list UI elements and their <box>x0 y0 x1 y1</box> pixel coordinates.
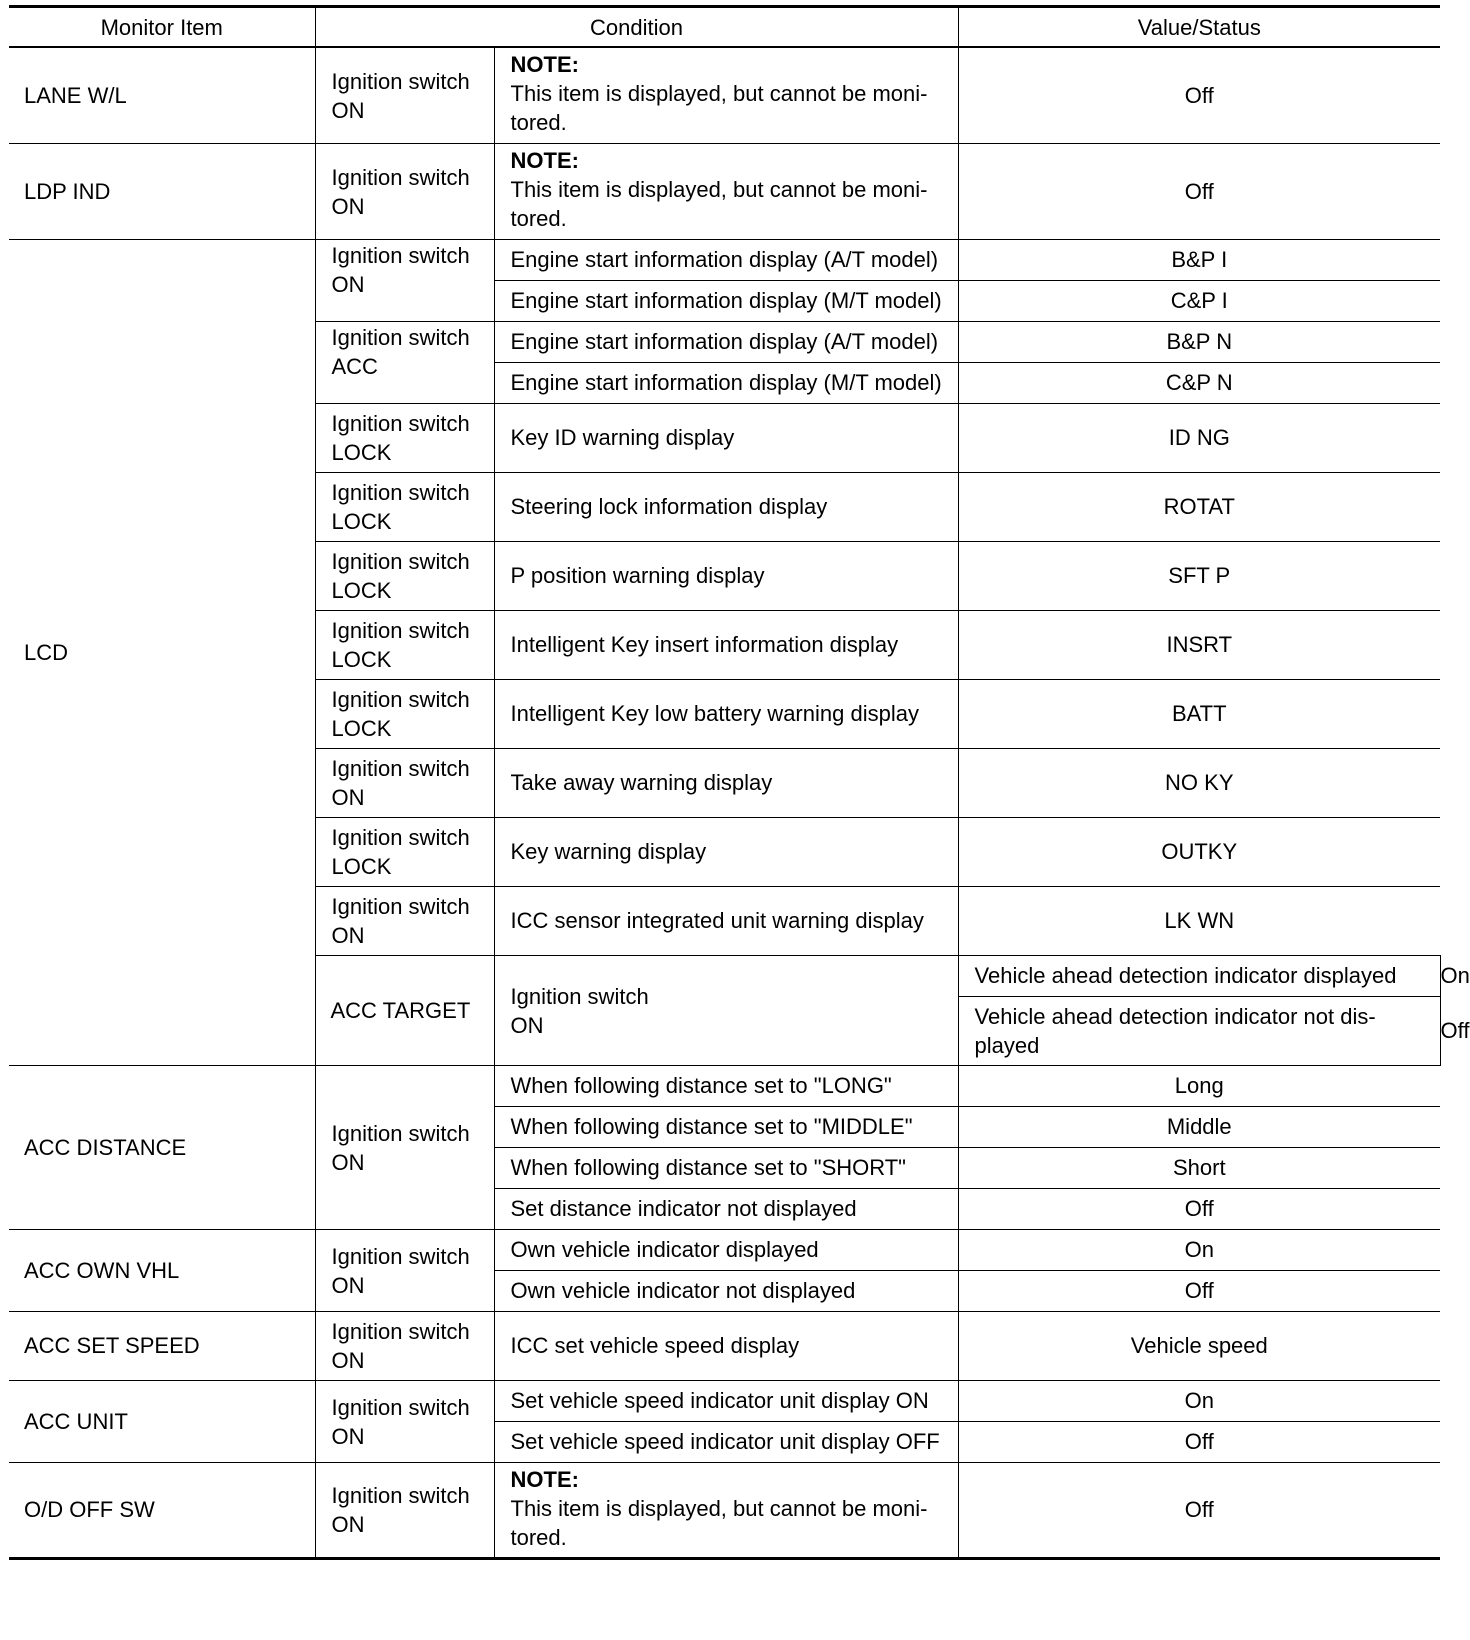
value-cell: Vehicle speed <box>958 1311 1440 1380</box>
ignition-switch-cell: Ignition switch ON <box>315 748 494 817</box>
note-title: NOTE: <box>510 52 579 77</box>
value-cell: Middle <box>958 1106 1440 1147</box>
condition-cell: Engine start information display (M/T model) <box>494 280 958 321</box>
monitor-item-cell: LDP IND <box>9 143 315 239</box>
note-cell: NOTE: This item is displayed, but cannot be moni- tored. <box>494 143 958 239</box>
value-cell: On <box>958 1229 1440 1270</box>
condition-cell: ICC sensor integrated unit warning display <box>494 886 958 955</box>
monitor-item-cell: ACC UNIT <box>9 1380 315 1462</box>
value-cell: B&P I <box>958 239 1440 280</box>
table-row <box>9 1311 1440 1380</box>
ignition-switch-cell: Ignition switch ON <box>315 1229 494 1311</box>
value-cell: C&P N <box>958 362 1440 403</box>
value-cell: Off <box>958 143 1440 239</box>
ignition-switch-cell: Ignition switch ON <box>315 1462 494 1558</box>
condition-cell: Own vehicle indicator not displayed <box>494 1270 958 1311</box>
table-row <box>9 1462 1440 1558</box>
table-row <box>9 239 1440 280</box>
ignition-switch-cell: Ignition switch ON <box>494 955 958 1065</box>
ignition-switch-cell: Ignition switch LOCK <box>315 403 494 472</box>
value-cell: INSRT <box>958 610 1440 679</box>
ignition-switch-cell: Ignition switch ON <box>315 47 494 143</box>
table-row <box>9 143 1440 239</box>
value-cell: Off <box>958 1421 1440 1462</box>
value-cell: OUTKY <box>958 817 1440 886</box>
condition-cell: When following distance set to "MIDDLE" <box>494 1106 958 1147</box>
condition-cell: When following distance set to "LONG" <box>494 1065 958 1106</box>
value-cell: Off <box>958 1270 1440 1311</box>
table-row <box>9 47 1440 143</box>
condition-cell: Engine start information display (M/T model) <box>494 362 958 403</box>
table-row: ACC TARGET Ignition switch ON Vehicle ahead detection indicator displayed On <box>9 955 1440 996</box>
ignition-switch-cell: Ignition switch LOCK <box>315 817 494 886</box>
monitor-item-table <box>9 5 1470 1560</box>
value-cell: Off <box>958 1188 1440 1229</box>
monitor-item-cell: O/D OFF SW <box>9 1462 315 1558</box>
table-row <box>9 1229 1440 1270</box>
condition-cell: Vehicle ahead detection indicator displayed <box>958 955 1440 996</box>
value-cell: SFT P <box>958 541 1440 610</box>
condition-cell: Take away warning display <box>494 748 958 817</box>
table-header-row <box>9 7 1440 48</box>
value-cell: ID NG <box>958 403 1440 472</box>
ignition-switch-cell: Ignition switch ON <box>315 1380 494 1462</box>
value-cell: LK WN <box>958 886 1440 955</box>
condition-cell: Intelligent Key insert information display <box>494 610 958 679</box>
condition-cell: Key ID warning display <box>494 403 958 472</box>
ignition-switch-cell: Ignition switch ON <box>315 1311 494 1380</box>
ignition-switch-cell: Ignition switch ON <box>315 886 494 955</box>
header-condition: Condition <box>315 7 958 48</box>
ignition-switch-cell: Ignition switch LOCK <box>315 610 494 679</box>
condition-cell: Engine start information display (A/T model) <box>494 321 958 362</box>
condition-cell: Set vehicle speed indicator unit display OFF <box>494 1421 958 1462</box>
ignition-switch-cell: Ignition switch ON <box>315 239 494 321</box>
condition-cell: P position warning display <box>494 541 958 610</box>
monitor-item-cell: ACC TARGET <box>315 955 494 1065</box>
condition-cell: ICC set vehicle speed display <box>494 1311 958 1380</box>
note-title: NOTE: <box>510 147 579 173</box>
monitor-table-container <box>9 5 1470 1560</box>
monitor-item-cell: LANE W/L <box>9 47 315 143</box>
monitor-item-cell: LCD <box>9 239 315 1065</box>
value-cell: BATT <box>958 679 1440 748</box>
ignition-switch-cell: Ignition switch LOCK <box>315 541 494 610</box>
ignition-switch-cell: Ignition switch ON <box>315 143 494 239</box>
value-cell: Off <box>958 1462 1440 1558</box>
value-cell: ROTAT <box>958 472 1440 541</box>
note-cell: NOTE: This item is displayed, but cannot be moni- tored. <box>494 47 958 143</box>
condition-cell: Intelligent Key low battery warning display <box>494 679 958 748</box>
note-cell: NOTE: This item is displayed, but cannot be moni- tored. <box>494 1462 958 1558</box>
table-row <box>9 1380 1440 1421</box>
condition-cell: When following distance set to "SHORT" <box>494 1147 958 1188</box>
ignition-switch-cell: Ignition switch LOCK <box>315 679 494 748</box>
value-cell: NO KY <box>958 748 1440 817</box>
note-title: NOTE: <box>510 1466 579 1492</box>
value-cell: C&P I <box>958 280 1440 321</box>
value-cell: Off <box>958 47 1440 143</box>
ignition-switch-cell: Ignition switch ON <box>315 1065 494 1229</box>
condition-cell: Key warning display <box>494 817 958 886</box>
header-value-status: Value/Status <box>958 7 1440 48</box>
monitor-item-cell: ACC DISTANCE <box>9 1065 315 1229</box>
condition-cell: Steering lock information display <box>494 472 958 541</box>
monitor-item-cell: ACC SET SPEED <box>9 1311 315 1380</box>
value-cell: On <box>958 1380 1440 1421</box>
value-cell: B&P N <box>958 321 1440 362</box>
header-monitor-item: Monitor Item <box>9 7 315 48</box>
condition-cell: Vehicle ahead detection indicator not dis- played <box>958 996 1440 1065</box>
value-cell: Short <box>958 1147 1440 1188</box>
condition-cell: Set distance indicator not displayed <box>494 1188 958 1229</box>
condition-cell: Engine start information display (A/T model) <box>494 239 958 280</box>
condition-cell: Set vehicle speed indicator unit display ON <box>494 1380 958 1421</box>
monitor-item-cell: ACC OWN VHL <box>9 1229 315 1311</box>
table-row <box>9 1065 1440 1106</box>
table-row: Vehicle ahead detection indicator not dis- played Off <box>9 996 1440 1065</box>
ignition-switch-cell: Ignition switch ACC <box>315 321 494 403</box>
ignition-switch-cell: Ignition switch LOCK <box>315 472 494 541</box>
value-cell: Long <box>958 1065 1440 1106</box>
condition-cell: Own vehicle indicator displayed <box>494 1229 958 1270</box>
